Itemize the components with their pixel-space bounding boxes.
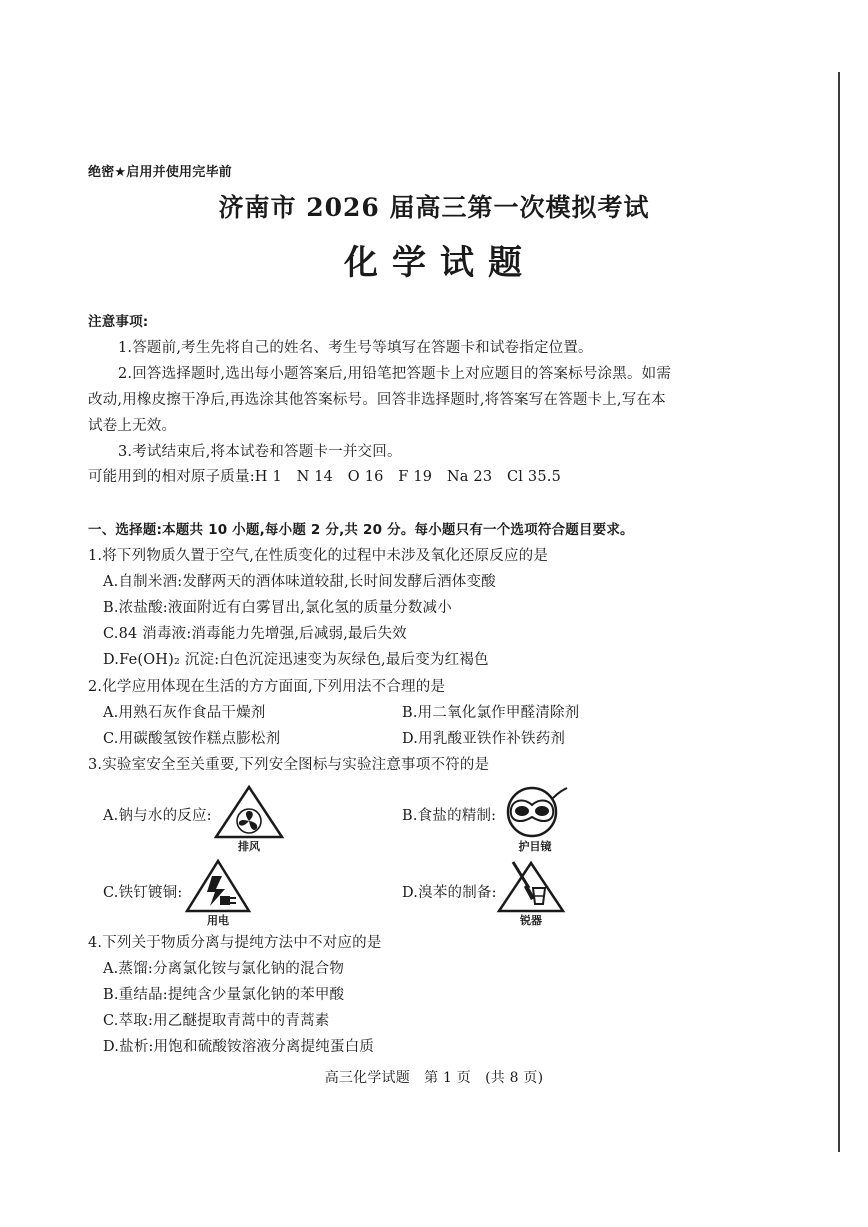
question-1-stem: 1.将下列物质久置于空气,在性质变化的过程中未涉及氧化还原反应的是 bbox=[88, 548, 549, 564]
question-2-option-b: B.用二氧化氯作甲醛清除剂 bbox=[402, 705, 580, 721]
question-2-option-c: C.用碳酸氢铵作糕点膨松剂 bbox=[103, 731, 281, 747]
notice-item-2: 2.回答选择题时,选出每小题答案后,用铅笔把答题卡上对应题目的答案标号涂黑。如需 bbox=[118, 366, 672, 382]
question-2-option-d: D.用乳酸亚铁作补铁药剂 bbox=[402, 731, 566, 747]
question-4-option-c: C.萃取:用乙醚提取青蒿中的青蒿素 bbox=[103, 1013, 330, 1029]
question-3-option-a: A.钠与水的反应: bbox=[103, 808, 212, 824]
question-3-option-b: B.食盐的精制: bbox=[402, 808, 497, 824]
question-3-stem: 3.实验室安全至关重要,下列安全图标与实验注意事项不符的是 bbox=[88, 757, 490, 773]
question-2-stem: 2.化学应用体现在生活的方方面面,下列用法不合理的是 bbox=[88, 679, 446, 695]
notice-item-3: 3.考试结束后,将本试卷和答题卡一并交回。 bbox=[118, 444, 402, 460]
goggles-icon-caption: 护目镜 bbox=[518, 840, 552, 853]
question-4-stem: 4.下列关于物质分离与提纯方法中不对应的是 bbox=[88, 935, 382, 951]
question-3-option-c: C.铁钉镀铜: bbox=[103, 885, 183, 901]
sharp-object-icon-block bbox=[495, 858, 567, 936]
fan-icon bbox=[213, 784, 285, 840]
question-4-option-a: A.蒸馏:分离氯化铵与氯化钠的混合物 bbox=[103, 961, 345, 977]
sharp-object-icon bbox=[495, 858, 567, 914]
electricity-icon bbox=[182, 858, 254, 914]
sharp-object-icon-caption: 锐器 bbox=[520, 914, 542, 927]
question-1-option-d: D.Fe(OH)₂ 沉淀:白色沉淀迅速变为灰绿色,最后变为红褐色 bbox=[103, 652, 489, 668]
goggles-icon-block bbox=[499, 784, 571, 862]
fan-icon-block bbox=[213, 784, 285, 862]
notice-item-2-cont: 试卷上无效。 bbox=[88, 418, 177, 434]
question-4-option-b: B.重结晶:提纯含少量氯化钠的苯甲酸 bbox=[103, 987, 345, 1003]
question-3-option-d: D.溴苯的制备: bbox=[402, 885, 497, 901]
electricity-icon-block bbox=[182, 858, 254, 936]
confidential-label: 绝密★启用并使用完毕前 bbox=[88, 165, 232, 180]
question-1-option-b: B.浓盐酸:液面附近有白雾冒出,氯化氢的质量分数减小 bbox=[103, 600, 452, 616]
subject-title: 化学试题 bbox=[344, 243, 536, 283]
question-1-option-a: A.自制米酒:发酵两天的酒体味道较甜,长时间发酵后酒体变酸 bbox=[103, 574, 496, 590]
section-heading: 一、选择题:本题共 10 小题,每小题 2 分,共 20 分。每小题只有一个选项符合题目要求。 bbox=[88, 522, 634, 538]
question-2-option-a: A.用熟石灰作食品干燥剂 bbox=[103, 705, 266, 721]
page-footer: 高三化学试题 第 1 页 (共 8 页) bbox=[324, 1070, 544, 1086]
atomic-mass-line: 可能用到的相对原子质量:H 1 N 14 O 16 F 19 Na 23 Cl 35.5 bbox=[88, 469, 561, 485]
electricity-icon-caption: 用电 bbox=[207, 914, 229, 927]
notice-item-2-cont: 改动,用橡皮擦干净后,再选涂其他答案标号。回答非选择题时,将答案写在答题卡上,写在本 bbox=[88, 392, 666, 408]
question-1-option-c: C.84 消毒液:消毒能力先增强,后减弱,最后失效 bbox=[103, 626, 407, 642]
notice-item-1: 1.答题前,考生先将自己的姓名、考生号等填写在答题卡和试卷指定位置。 bbox=[118, 340, 593, 356]
question-4-option-d: D.盐析:用饱和硫酸铵溶液分离提纯蛋白质 bbox=[103, 1039, 375, 1055]
exam-title: 济南市 2026 届高三第一次模拟考试 bbox=[218, 193, 650, 222]
page-edge-line bbox=[838, 72, 840, 1152]
goggles-icon bbox=[499, 784, 571, 840]
fan-icon-caption: 排风 bbox=[238, 840, 260, 853]
notice-title: 注意事项: bbox=[88, 314, 149, 330]
